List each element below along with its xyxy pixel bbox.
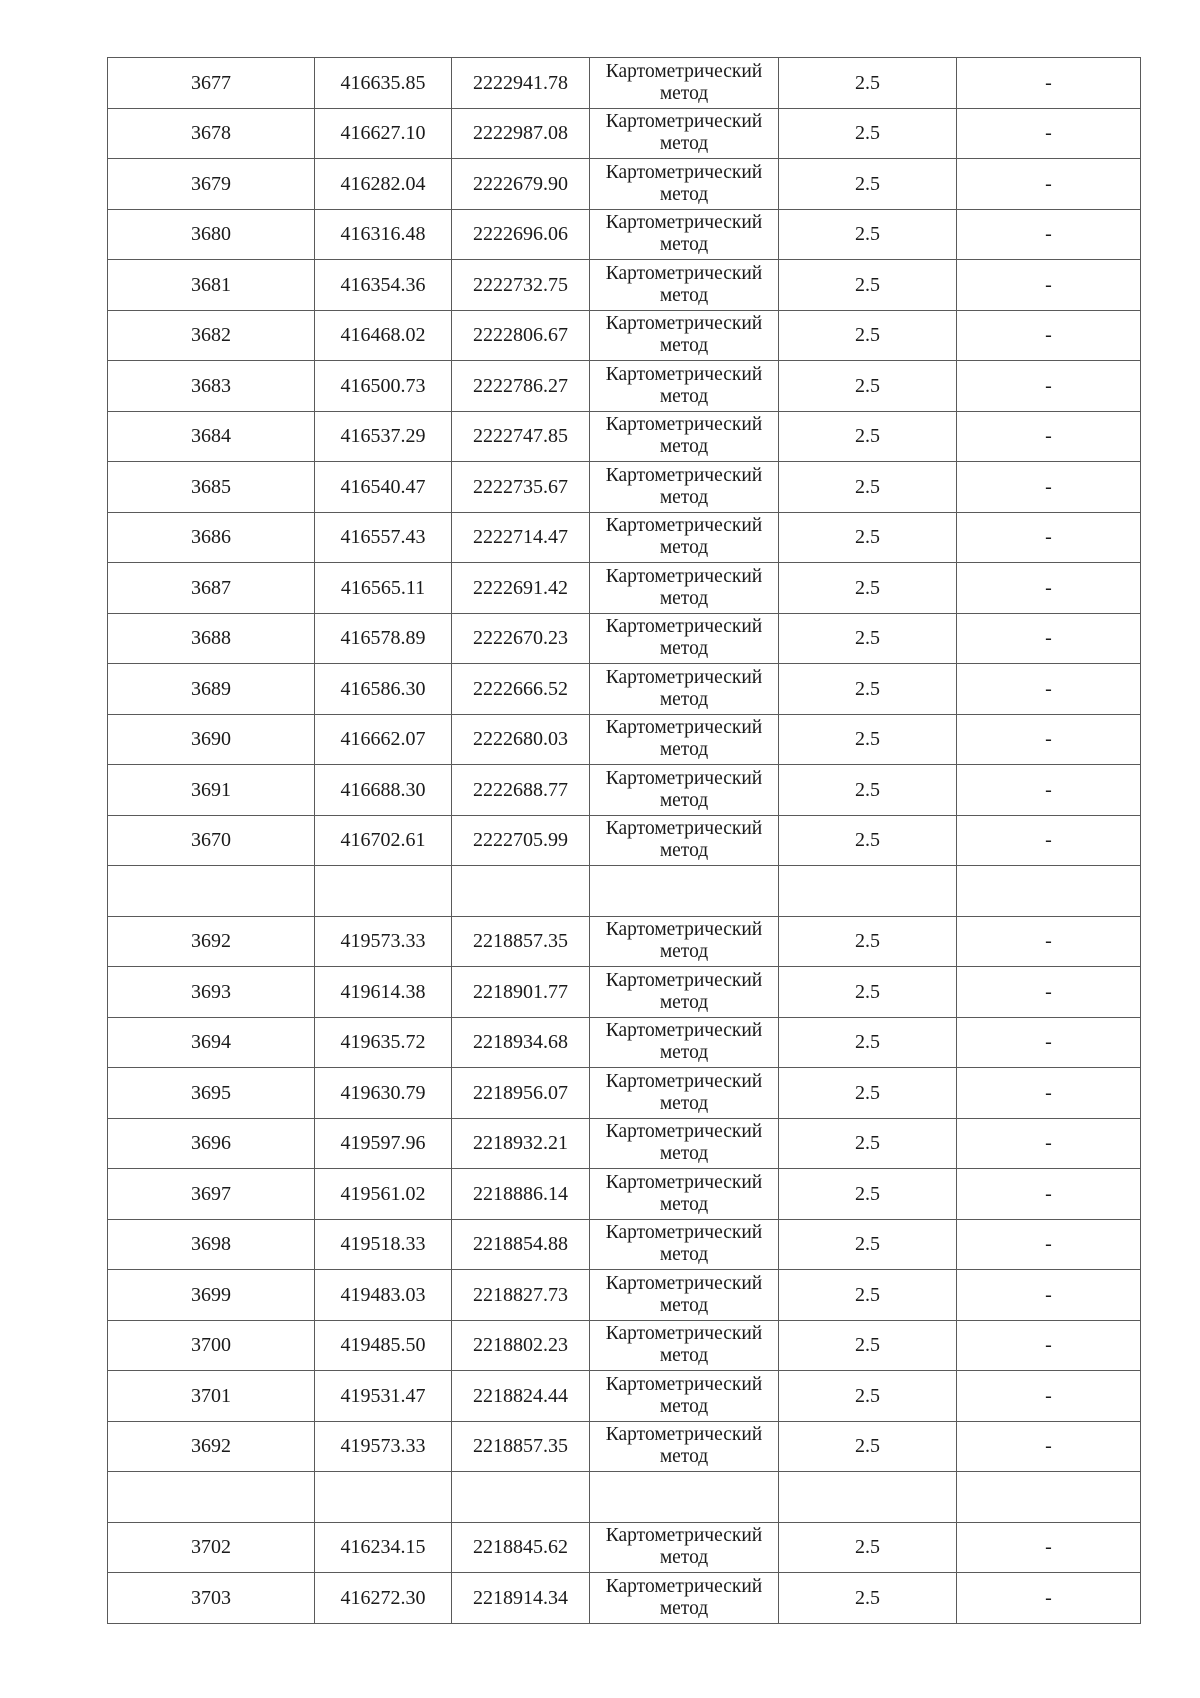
method-cell: Картометрический метод	[590, 1017, 779, 1068]
y-coordinate-cell: 2222666.52	[452, 664, 590, 715]
accuracy-cell: 2.5	[779, 1270, 957, 1321]
point-number-cell: 3699	[108, 1270, 315, 1321]
point-number-cell: 3688	[108, 613, 315, 664]
method-cell: Картометрический метод	[590, 260, 779, 311]
method-cell: Картометрический метод	[590, 1118, 779, 1169]
point-number-cell: 3702	[108, 1522, 315, 1573]
note-cell: -	[957, 664, 1141, 715]
table-row	[108, 1371, 1141, 1422]
y-coordinate-cell: 2222679.90	[452, 159, 590, 210]
accuracy-cell: 2.5	[779, 1169, 957, 1220]
x-coordinate-cell: 416688.30	[315, 765, 452, 816]
point-number-cell: 3690	[108, 714, 315, 765]
point-number-cell: 3684	[108, 411, 315, 462]
note-cell: -	[957, 1421, 1141, 1472]
y-coordinate-cell: 2222941.78	[452, 58, 590, 109]
note-cell: -	[957, 1270, 1141, 1321]
x-coordinate-cell: 416282.04	[315, 159, 452, 210]
accuracy-cell: 2.5	[779, 159, 957, 210]
x-coordinate-cell: 416316.48	[315, 209, 452, 260]
x-coordinate-cell: 419485.50	[315, 1320, 452, 1371]
point-number-cell: 3693	[108, 967, 315, 1018]
note-cell: -	[957, 411, 1141, 462]
point-number-cell: 3682	[108, 310, 315, 361]
y-coordinate-cell: 2222714.47	[452, 512, 590, 563]
note-cell: -	[957, 1320, 1141, 1371]
method-cell: Картометрический метод	[590, 1371, 779, 1422]
note-cell: -	[957, 1169, 1141, 1220]
method-cell: Картометрический метод	[590, 1270, 779, 1321]
accuracy-cell: 2.5	[779, 1219, 957, 1270]
y-coordinate-cell: 2218857.35	[452, 916, 590, 967]
method-cell: Картометрический метод	[590, 613, 779, 664]
note-cell: -	[957, 361, 1141, 412]
method-cell: Картометрический метод	[590, 1169, 779, 1220]
method-cell: Картометрический метод	[590, 714, 779, 765]
y-coordinate-cell: 2218827.73	[452, 1270, 590, 1321]
point-number-cell: 3680	[108, 209, 315, 260]
method-cell: Картометрический метод	[590, 310, 779, 361]
x-coordinate-cell: 416702.61	[315, 815, 452, 866]
accuracy-cell: 2.5	[779, 1371, 957, 1422]
point-number-cell: 3695	[108, 1068, 315, 1119]
y-coordinate-cell: 2218932.21	[452, 1118, 590, 1169]
note-cell: -	[957, 765, 1141, 816]
y-coordinate-cell: 2218857.35	[452, 1421, 590, 1472]
method-cell: Картометрический метод	[590, 1522, 779, 1573]
note-cell: -	[957, 1522, 1141, 1573]
note-cell	[957, 866, 1141, 917]
table-row	[108, 1472, 1141, 1523]
note-cell: -	[957, 1573, 1141, 1624]
point-number-cell: 3691	[108, 765, 315, 816]
x-coordinate-cell: 416500.73	[315, 361, 452, 412]
note-cell: -	[957, 1068, 1141, 1119]
table-row	[108, 1421, 1141, 1472]
note-cell: -	[957, 108, 1141, 159]
note-cell: -	[957, 967, 1141, 1018]
y-coordinate-cell: 2222670.23	[452, 613, 590, 664]
method-cell: Картометрический метод	[590, 512, 779, 563]
note-cell: -	[957, 512, 1141, 563]
point-number-cell: 3698	[108, 1219, 315, 1270]
note-cell: -	[957, 310, 1141, 361]
y-coordinate-cell: 2218824.44	[452, 1371, 590, 1422]
x-coordinate-cell: 419597.96	[315, 1118, 452, 1169]
point-number-cell: 3692	[108, 1421, 315, 1472]
point-number-cell: 3685	[108, 462, 315, 513]
point-number-cell: 3701	[108, 1371, 315, 1422]
accuracy-cell: 2.5	[779, 1522, 957, 1573]
table-row	[108, 1270, 1141, 1321]
method-cell: Картометрический метод	[590, 765, 779, 816]
x-coordinate-cell	[315, 1472, 452, 1523]
method-cell: Картометрический метод	[590, 1219, 779, 1270]
method-cell: Картометрический метод	[590, 815, 779, 866]
x-coordinate-cell: 416537.29	[315, 411, 452, 462]
point-number-cell	[108, 866, 315, 917]
table-row	[108, 613, 1141, 664]
y-coordinate-cell: 2222735.67	[452, 462, 590, 513]
x-coordinate-cell: 419630.79	[315, 1068, 452, 1119]
note-cell: -	[957, 159, 1141, 210]
x-coordinate-cell: 419483.03	[315, 1270, 452, 1321]
y-coordinate-cell: 2218934.68	[452, 1017, 590, 1068]
accuracy-cell: 2.5	[779, 1320, 957, 1371]
table-row	[108, 361, 1141, 412]
accuracy-cell: 2.5	[779, 563, 957, 614]
table-row	[108, 815, 1141, 866]
x-coordinate-cell: 416635.85	[315, 58, 452, 109]
method-cell: Картометрический метод	[590, 967, 779, 1018]
x-coordinate-cell: 416662.07	[315, 714, 452, 765]
accuracy-cell: 2.5	[779, 58, 957, 109]
table-row	[108, 765, 1141, 816]
accuracy-cell: 2.5	[779, 411, 957, 462]
x-coordinate-cell: 416557.43	[315, 512, 452, 563]
point-number-cell: 3679	[108, 159, 315, 210]
coordinates-table	[107, 57, 1141, 1624]
table-row	[108, 58, 1141, 109]
table-row	[108, 563, 1141, 614]
accuracy-cell: 2.5	[779, 1068, 957, 1119]
table-row	[108, 512, 1141, 563]
point-number-cell: 3683	[108, 361, 315, 412]
accuracy-cell	[779, 866, 957, 917]
table-row	[108, 209, 1141, 260]
note-cell: -	[957, 209, 1141, 260]
table-row	[108, 967, 1141, 1018]
table-row	[108, 310, 1141, 361]
point-number-cell: 3697	[108, 1169, 315, 1220]
accuracy-cell: 2.5	[779, 310, 957, 361]
accuracy-cell: 2.5	[779, 108, 957, 159]
method-cell: Картометрический метод	[590, 411, 779, 462]
y-coordinate-cell: 2218901.77	[452, 967, 590, 1018]
accuracy-cell: 2.5	[779, 361, 957, 412]
y-coordinate-cell: 2222696.06	[452, 209, 590, 260]
y-coordinate-cell: 2222786.27	[452, 361, 590, 412]
accuracy-cell: 2.5	[779, 1421, 957, 1472]
point-number-cell: 3670	[108, 815, 315, 866]
table-row	[108, 916, 1141, 967]
table-row	[108, 1169, 1141, 1220]
note-cell: -	[957, 1219, 1141, 1270]
accuracy-cell: 2.5	[779, 815, 957, 866]
table-row	[108, 1017, 1141, 1068]
x-coordinate-cell: 416354.36	[315, 260, 452, 311]
x-coordinate-cell: 416586.30	[315, 664, 452, 715]
x-coordinate-cell: 419518.33	[315, 1219, 452, 1270]
note-cell	[957, 1472, 1141, 1523]
y-coordinate-cell: 2222987.08	[452, 108, 590, 159]
method-cell: Картометрический метод	[590, 108, 779, 159]
x-coordinate-cell: 416578.89	[315, 613, 452, 664]
note-cell: -	[957, 613, 1141, 664]
point-number-cell: 3694	[108, 1017, 315, 1068]
y-coordinate-cell: 2222705.99	[452, 815, 590, 866]
method-cell: Картометрический метод	[590, 916, 779, 967]
note-cell: -	[957, 1118, 1141, 1169]
x-coordinate-cell: 416468.02	[315, 310, 452, 361]
accuracy-cell	[779, 1472, 957, 1523]
note-cell: -	[957, 714, 1141, 765]
y-coordinate-cell	[452, 1472, 590, 1523]
note-cell: -	[957, 563, 1141, 614]
accuracy-cell: 2.5	[779, 916, 957, 967]
point-number-cell: 3686	[108, 512, 315, 563]
table-row	[108, 260, 1141, 311]
table-row	[108, 159, 1141, 210]
note-cell: -	[957, 58, 1141, 109]
y-coordinate-cell: 2222747.85	[452, 411, 590, 462]
note-cell: -	[957, 1017, 1141, 1068]
accuracy-cell: 2.5	[779, 512, 957, 563]
accuracy-cell: 2.5	[779, 765, 957, 816]
accuracy-cell: 2.5	[779, 260, 957, 311]
x-coordinate-cell: 416272.30	[315, 1573, 452, 1624]
accuracy-cell: 2.5	[779, 462, 957, 513]
method-cell	[590, 1472, 779, 1523]
table-row	[108, 108, 1141, 159]
y-coordinate-cell: 2222688.77	[452, 765, 590, 816]
table-row	[108, 1573, 1141, 1624]
y-coordinate-cell	[452, 866, 590, 917]
method-cell: Картометрический метод	[590, 1068, 779, 1119]
y-coordinate-cell: 2222806.67	[452, 310, 590, 361]
y-coordinate-cell: 2218886.14	[452, 1169, 590, 1220]
point-number-cell: 3696	[108, 1118, 315, 1169]
method-cell: Картометрический метод	[590, 664, 779, 715]
x-coordinate-cell: 416234.15	[315, 1522, 452, 1573]
point-number-cell: 3692	[108, 916, 315, 967]
coordinates-table-body	[108, 58, 1141, 1624]
method-cell: Картометрический метод	[590, 159, 779, 210]
table-row	[108, 1219, 1141, 1270]
x-coordinate-cell: 419573.33	[315, 916, 452, 967]
x-coordinate-cell: 416565.11	[315, 563, 452, 614]
x-coordinate-cell: 419573.33	[315, 1421, 452, 1472]
y-coordinate-cell: 2218956.07	[452, 1068, 590, 1119]
method-cell: Картометрический метод	[590, 361, 779, 412]
accuracy-cell: 2.5	[779, 209, 957, 260]
x-coordinate-cell: 416540.47	[315, 462, 452, 513]
table-row	[108, 1320, 1141, 1371]
table-row	[108, 866, 1141, 917]
x-coordinate-cell	[315, 866, 452, 917]
accuracy-cell: 2.5	[779, 714, 957, 765]
table-row	[108, 411, 1141, 462]
table-row	[108, 462, 1141, 513]
y-coordinate-cell: 2222732.75	[452, 260, 590, 311]
y-coordinate-cell: 2222680.03	[452, 714, 590, 765]
point-number-cell: 3703	[108, 1573, 315, 1624]
note-cell: -	[957, 1371, 1141, 1422]
x-coordinate-cell: 416627.10	[315, 108, 452, 159]
x-coordinate-cell: 419561.02	[315, 1169, 452, 1220]
method-cell: Картометрический метод	[590, 563, 779, 614]
point-number-cell: 3677	[108, 58, 315, 109]
method-cell	[590, 866, 779, 917]
point-number-cell: 3681	[108, 260, 315, 311]
accuracy-cell: 2.5	[779, 967, 957, 1018]
accuracy-cell: 2.5	[779, 613, 957, 664]
y-coordinate-cell: 2218845.62	[452, 1522, 590, 1573]
table-row	[108, 1118, 1141, 1169]
note-cell: -	[957, 815, 1141, 866]
method-cell: Картометрический метод	[590, 1421, 779, 1472]
point-number-cell: 3687	[108, 563, 315, 614]
method-cell: Картометрический метод	[590, 58, 779, 109]
note-cell: -	[957, 260, 1141, 311]
x-coordinate-cell: 419531.47	[315, 1371, 452, 1422]
table-row	[108, 1068, 1141, 1119]
x-coordinate-cell: 419635.72	[315, 1017, 452, 1068]
method-cell: Картометрический метод	[590, 1320, 779, 1371]
y-coordinate-cell: 2222691.42	[452, 563, 590, 614]
method-cell: Картометрический метод	[590, 462, 779, 513]
table-row	[108, 664, 1141, 715]
accuracy-cell: 2.5	[779, 1118, 957, 1169]
y-coordinate-cell: 2218802.23	[452, 1320, 590, 1371]
point-number-cell: 3689	[108, 664, 315, 715]
point-number-cell	[108, 1472, 315, 1523]
note-cell: -	[957, 462, 1141, 513]
point-number-cell: 3678	[108, 108, 315, 159]
table-row	[108, 1522, 1141, 1573]
method-cell: Картометрический метод	[590, 209, 779, 260]
table-row	[108, 714, 1141, 765]
method-cell: Картометрический метод	[590, 1573, 779, 1624]
y-coordinate-cell: 2218854.88	[452, 1219, 590, 1270]
y-coordinate-cell: 2218914.34	[452, 1573, 590, 1624]
accuracy-cell: 2.5	[779, 664, 957, 715]
point-number-cell: 3700	[108, 1320, 315, 1371]
note-cell: -	[957, 916, 1141, 967]
accuracy-cell: 2.5	[779, 1573, 957, 1624]
accuracy-cell: 2.5	[779, 1017, 957, 1068]
x-coordinate-cell: 419614.38	[315, 967, 452, 1018]
